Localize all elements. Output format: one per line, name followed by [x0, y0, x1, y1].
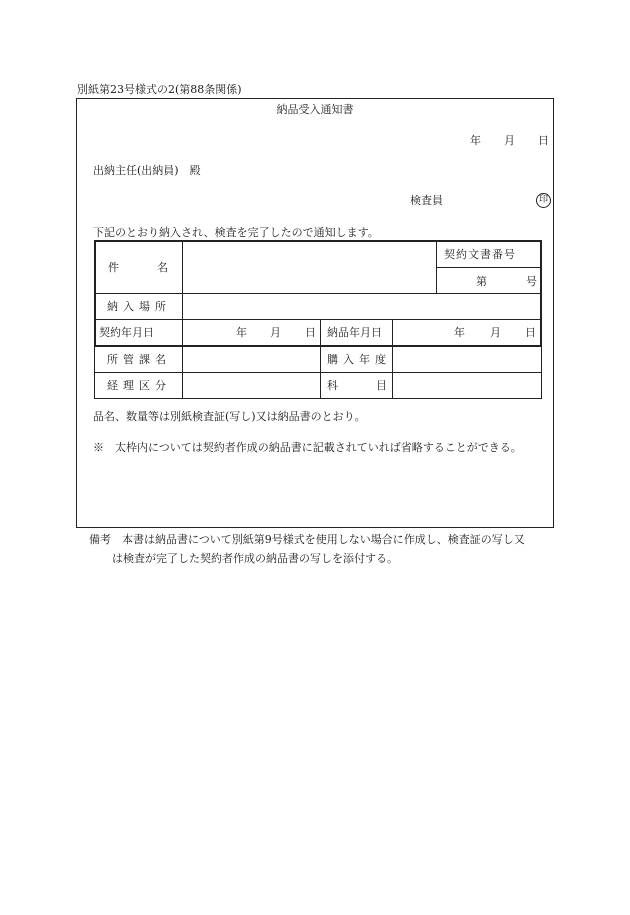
purchase-year-label: 購入年度: [327, 353, 391, 366]
thin-right-border: [541, 347, 542, 399]
remarks-line-2: は検査が完了した契約者作成の納品書の写しを添付する。: [112, 552, 398, 565]
delivery-date-year: 年: [454, 326, 465, 339]
item-label-1: 件: [108, 261, 119, 274]
inspector-label: 検査員: [410, 194, 443, 207]
table-thick-bottom-border: [94, 345, 542, 347]
mid-col-sep-a: [320, 320, 321, 345]
thin-mid-col-sep-a: [320, 347, 321, 399]
label-col-sep: [182, 242, 183, 345]
department-label: 所管課名: [107, 353, 171, 366]
contract-date-day: 日: [305, 326, 316, 339]
row-sep-2: [96, 319, 540, 320]
addressee: 出納主任(出納員) 殿: [93, 164, 201, 177]
form-frame: [76, 98, 554, 528]
contract-date-month: 月: [270, 326, 281, 339]
contract-no-sep: [436, 267, 540, 268]
delivery-date-label: 納品年月日: [327, 326, 382, 339]
seal-icon: 印: [536, 193, 551, 208]
date-day-label: 日: [538, 134, 549, 147]
contract-no-dai: 第: [476, 275, 487, 288]
form-caption: 別紙第23号様式の2(第88条関係): [77, 83, 242, 96]
subject-label-1: 科: [327, 379, 338, 392]
notice-text: 下記のとおり納入され、検査を完了したので通知します。: [93, 226, 379, 239]
contract-no-label: 契約文書番号: [444, 248, 516, 261]
table-top-border: [94, 240, 542, 242]
row-sep-1: [96, 293, 540, 294]
date-month-label: 月: [504, 134, 515, 147]
form-title: 納品受入通知書: [276, 103, 354, 116]
table-thick-right-border: [540, 240, 542, 347]
thin-left-border: [94, 347, 95, 399]
remarks-line-1: 備考 本書は納品書について別紙第9号様式を使用しない場合に作成し、検査証の写し又: [89, 533, 525, 546]
delivery-place-label: 納入場所: [107, 300, 171, 313]
item-label-2: 名: [157, 261, 168, 274]
contract-date-label: 契約年月日: [99, 326, 154, 339]
accounting-label: 経理区分: [107, 379, 171, 392]
delivery-date-day: 日: [525, 326, 536, 339]
subject-label-2: 目: [376, 379, 387, 392]
date-year-label: 年: [470, 134, 481, 147]
table-bottom-border: [94, 398, 542, 399]
contract-date-year: 年: [236, 326, 247, 339]
delivery-date-month: 月: [490, 326, 501, 339]
row-sep-5: [94, 372, 542, 373]
note-items: 品名、数量等は別紙検査証(写し)又は納品書のとおり。: [93, 410, 366, 423]
mid-col-sep-b: [392, 320, 393, 345]
contract-no-col-sep: [436, 242, 437, 293]
contract-no-go: 号: [526, 275, 537, 288]
note-thick-frame: ※ 太枠内については契約者作成の納品書に記載されていれば省略することができる。: [93, 441, 522, 454]
thin-label-col-sep: [182, 347, 183, 399]
thin-mid-col-sep-b: [392, 347, 393, 399]
